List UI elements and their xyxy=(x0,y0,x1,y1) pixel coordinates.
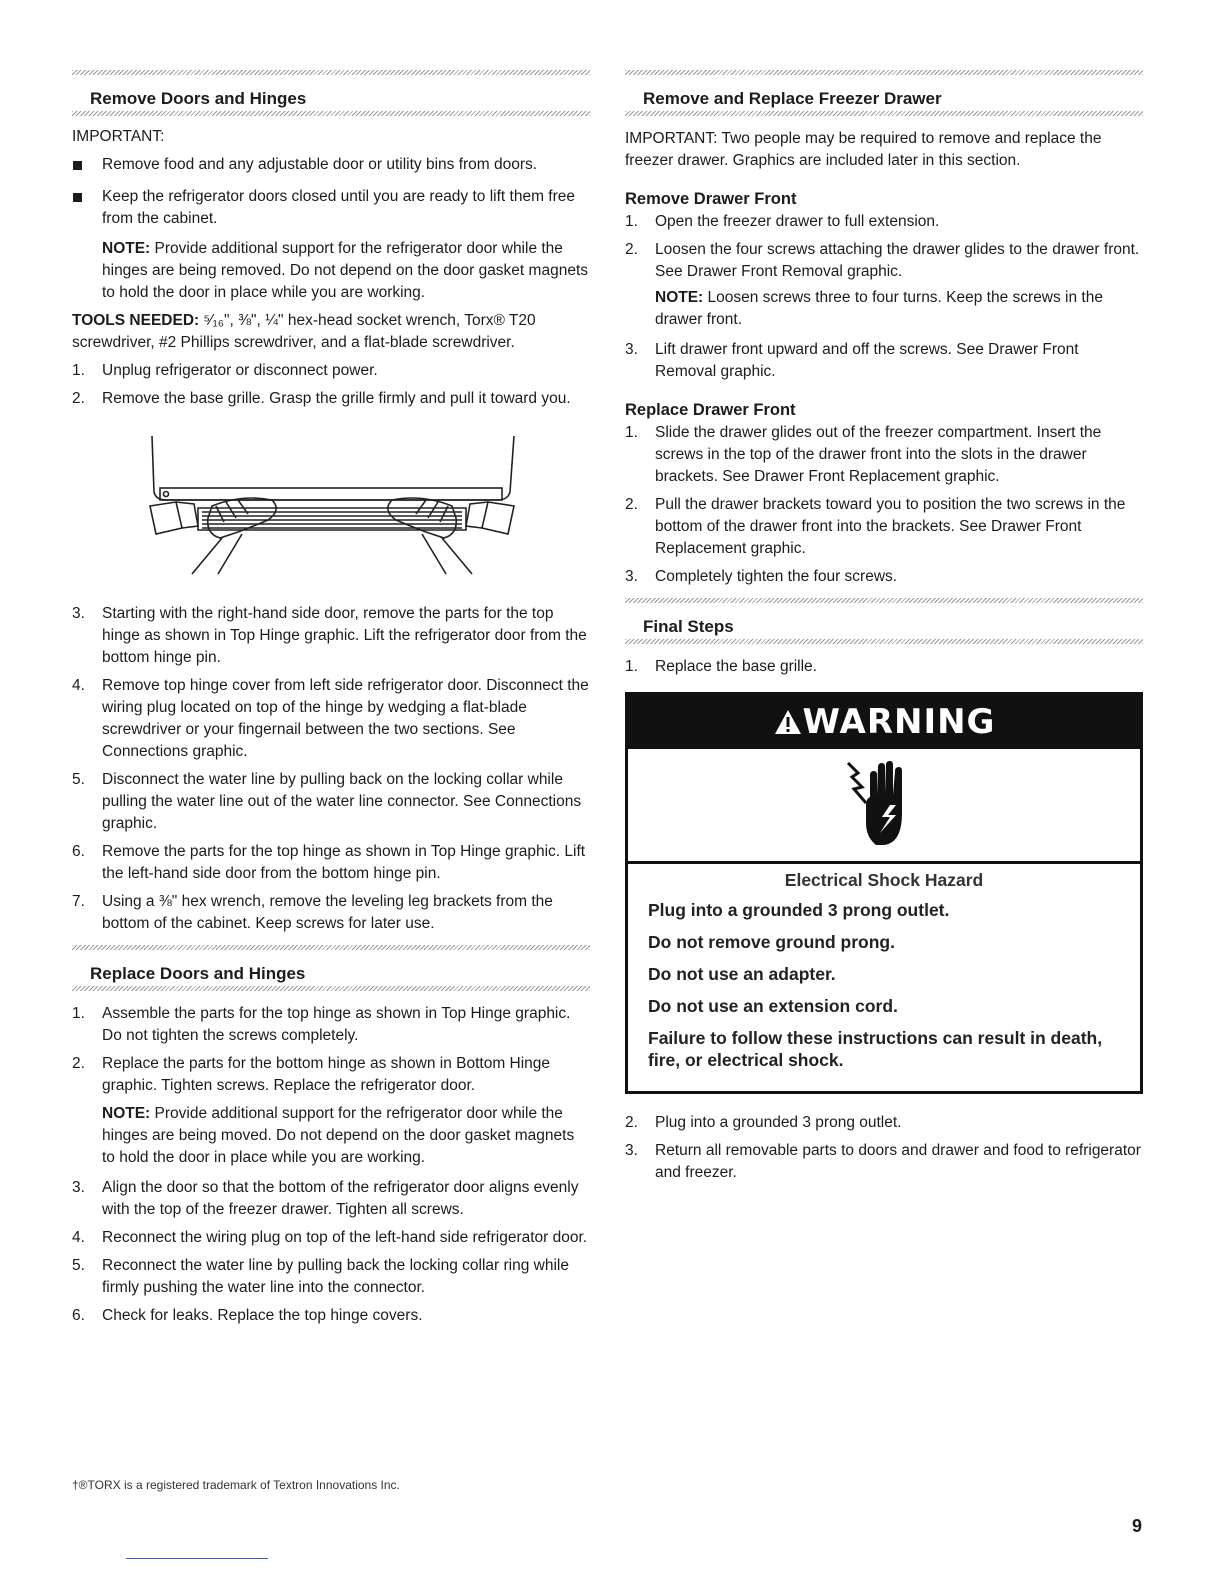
note-paragraph: NOTE: Provide additional support for the refrigerator door while the hinges are being removed. Do not depend on the door gasket magnets to hold the door in place while you are working. xyxy=(102,240,588,301)
tools-needed: TOOLS NEEDED: ⁵⁄₁₆", ⅜", ¼" hex-head socket wrench, Torx® T20 screwdriver, #2 Phillips screwdriver, and a flat-blade screwdriver. xyxy=(72,312,536,351)
section-title: Final Steps xyxy=(643,617,734,636)
note-paragraph: NOTE: Loosen screws three to four turns. Keep the screws in the drawer front. xyxy=(655,289,1103,328)
steps-list xyxy=(625,339,1143,383)
note-paragraph: NOTE: Provide additional support for the refrigerator door while the hinges are being moved. Do not depend on the door gasket magnets to hold the door in place while you are working. xyxy=(102,1105,575,1166)
page-number: 9 xyxy=(1131,1516,1142,1536)
remove-doors-heading xyxy=(72,70,590,116)
warning-line: Do not remove ground prong. xyxy=(648,932,895,952)
warning-triangle-icon xyxy=(773,708,803,736)
steps-list xyxy=(625,1112,1143,1184)
step-item: 1. Replace the base grille. xyxy=(625,658,817,675)
steps-list xyxy=(72,360,590,410)
step-item: 4. Remove top hinge cover from left side refrigerator door. Disconnect the wiring plug located on top of the hinge by wedging a flat-blade screwdriver or your fingernail between the two sections. See Connections graphic. xyxy=(72,677,589,760)
step-item: 2. Plug into a grounded 3 prong outlet. xyxy=(625,1114,902,1131)
electric-shock-hand-icon xyxy=(844,757,924,853)
important-label: IMPORTANT: xyxy=(72,128,165,145)
final-steps-heading xyxy=(625,598,1143,644)
warning-header: WARNING xyxy=(628,695,1140,749)
shock-icon-area xyxy=(628,749,1140,864)
steps-list xyxy=(625,211,1143,283)
bullet-list xyxy=(72,154,590,230)
step-item: 1. Slide the drawer glides out of the freezer compartment. Insert the screws in the top of the drawer front into the slots in the drawer brackets. See Drawer Front Replacement graphic. xyxy=(625,424,1102,485)
hatch-divider xyxy=(625,639,1143,644)
hatch-divider xyxy=(625,111,1143,116)
section-title: Remove and Replace Freezer Drawer xyxy=(643,89,942,108)
section-title: Replace Doors and Hinges xyxy=(90,964,306,983)
warning-line: Do not use an adapter. xyxy=(648,964,836,984)
replace-drawer-front-title: Replace Drawer Front xyxy=(625,401,796,419)
step-item: 6. Check for leaks. Replace the top hinge covers. xyxy=(72,1307,423,1324)
step-item: 7. Using a ⅜" hex wrench, remove the leveling leg brackets from the bottom of the cabinet. Keep screws for later use. xyxy=(72,893,553,932)
step-item: 2. Pull the drawer brackets toward you to position the two screws in the bottom of the drawer front into the brackets. See Drawer Front Replacement graphic. xyxy=(625,496,1126,557)
steps-list xyxy=(72,1177,590,1327)
base-grille-illustration xyxy=(142,434,522,584)
remove-drawer-front-title: Remove Drawer Front xyxy=(625,190,797,208)
square-bullet-icon xyxy=(73,193,82,202)
hatch-divider xyxy=(72,111,590,116)
step-item: 5. Reconnect the water line by pulling back the locking collar ring while firmly pushing the water line into the connector. xyxy=(72,1257,569,1296)
freezer-drawer-heading xyxy=(625,70,1143,116)
warning-body xyxy=(628,864,1140,1091)
steps-list xyxy=(72,1003,590,1097)
left-column xyxy=(72,70,590,1333)
step-item: 1. Assemble the parts for the top hinge as shown in Top Hinge graphic. Do not tighten the screws completely. xyxy=(72,1005,571,1044)
warning-line: Failure to follow these instructions can result in death, fire, or electrical shock. xyxy=(648,1028,1103,1070)
step-item: 3. Completely tighten the four screws. xyxy=(625,568,898,585)
step-item: 2. Remove the base grille. Grasp the grille firmly and pull it toward you. xyxy=(72,390,571,407)
step-item: 3. Align the door so that the bottom of the refrigerator door aligns evenly with the top of the freezer drawer. Tighten all screws. xyxy=(72,1179,579,1218)
steps-list xyxy=(625,656,1143,678)
bullet-item: Keep the refrigerator doors closed until you are ready to lift them free from the cabinet. xyxy=(72,186,590,230)
warning-line: Plug into a grounded 3 prong outlet. xyxy=(648,900,950,920)
square-bullet-icon xyxy=(73,161,82,170)
replace-doors-heading xyxy=(72,945,590,991)
step-item: 6. Remove the parts for the top hinge as shown in Top Hinge graphic. Lift the left-hand side door from the bottom hinge pin. xyxy=(72,843,586,882)
steps-list xyxy=(72,603,590,935)
step-item: 3. Starting with the right-hand side door, remove the parts for the top hinge as shown in Top Hinge graphic. Lift the refrigerator door from the bottom hinge pin. xyxy=(72,605,587,666)
warning-line: Do not use an extension cord. xyxy=(648,996,898,1016)
hatch-divider xyxy=(72,986,590,991)
hazard-title: Electrical Shock Hazard xyxy=(784,870,984,890)
step-item: 4. Reconnect the wiring plug on top of the left-hand side refrigerator door. xyxy=(72,1229,588,1246)
bullet-item: Remove food and any adjustable door or utility bins from doors. xyxy=(72,154,590,176)
step-item: 2. Replace the parts for the bottom hinge as shown in Bottom Hinge graphic. Tighten screws. Replace the refrigerator door. xyxy=(72,1055,551,1094)
step-item: 5. Disconnect the water line by pulling back on the locking collar while pulling the water line out of the water line connector. See Connections graphic. xyxy=(72,771,582,832)
link-underline xyxy=(126,1558,268,1559)
step-item: 3. Return all removable parts to doors and drawer and food to refrigerator and freezer. xyxy=(625,1142,1141,1181)
trademark-footnote: †®TORX is a registered trademark of Textron Innovations Inc. xyxy=(72,1478,400,1492)
right-column xyxy=(625,70,1143,1190)
steps-list xyxy=(625,422,1143,588)
important-paragraph: IMPORTANT: Two people may be required to remove and replace the freezer drawer. Graphics are included later in this section. xyxy=(625,130,1102,169)
step-item: 1. Unplug refrigerator or disconnect power. xyxy=(72,362,378,379)
step-item: 3. Lift drawer front upward and off the screws. See Drawer Front Removal graphic. xyxy=(625,341,1079,380)
step-item: 1. Open the freezer drawer to full extension. xyxy=(625,213,940,230)
section-title: Remove Doors and Hinges xyxy=(90,89,307,108)
step-item: 2. Loosen the four screws attaching the drawer glides to the drawer front. See Drawer Front Removal graphic. xyxy=(625,241,1140,280)
warning-box xyxy=(625,692,1143,1094)
